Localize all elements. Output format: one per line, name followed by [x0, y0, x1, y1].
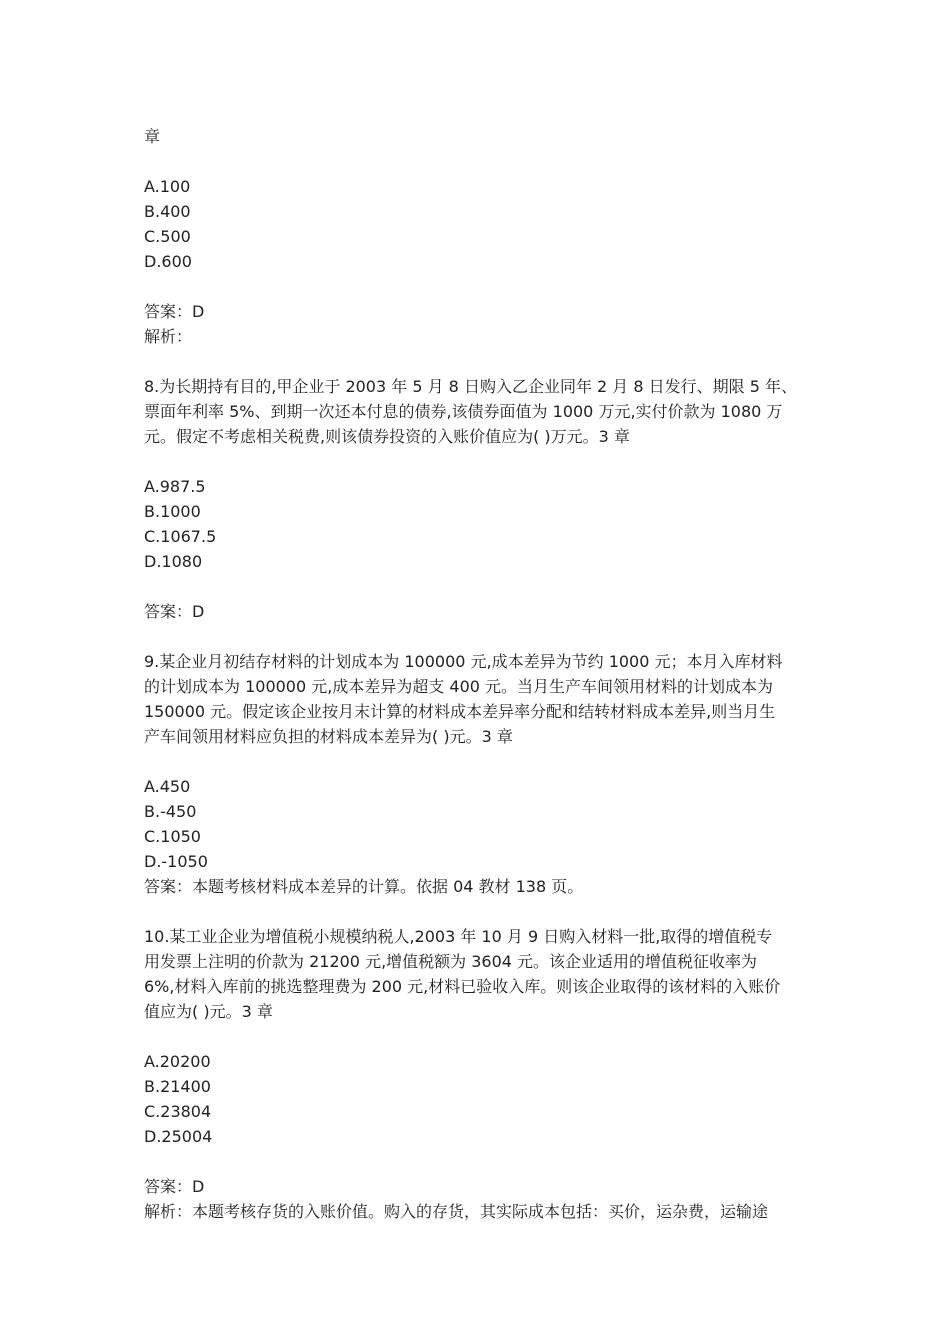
question-line: 值应为( )元。3 章 — [144, 1002, 273, 1021]
option-b: B.21400 — [144, 1077, 211, 1096]
question-line: 9.某企业月初结存材料的计划成本为 100000 元,成本差异为节约 1000 元；本月入库材料 — [144, 652, 783, 671]
question-line: 产车间领用材料应负担的材料成本差异为( )元。3 章 — [144, 727, 513, 746]
question-9-answer: 答案：本题考核材料成本差异的计算。依据 04 教材 138 页。 — [144, 877, 584, 896]
document-content — [144, 124, 810, 1224]
question-10-text — [144, 924, 810, 1024]
question-8-answer: 答案：D — [144, 602, 205, 621]
option-b: B.1000 — [144, 502, 201, 521]
question-line: 8.为长期持有目的,甲企业于 2003 年 5 月 8 日购入乙企业同年 2 月 8 日发行、期限 5 年、 — [144, 377, 798, 396]
question-10-answer: 答案：D — [144, 1177, 205, 1196]
question-10-options — [144, 1049, 810, 1149]
question-line: 的计划成本为 100000 元,成本差异为超支 400 元。当月生产车间领用材料的计划成本为 — [144, 677, 774, 696]
option-c: C.1050 — [144, 827, 201, 846]
question-9-options — [144, 774, 810, 874]
option-a: A.450 — [144, 777, 191, 796]
option-c: C.500 — [144, 227, 191, 246]
option-a: A.20200 — [144, 1052, 211, 1071]
question-7-options — [144, 174, 810, 274]
question-line: 150000 元。假定该企业按月末计算的材料成本差异率分配和结转材料成本差异,则当月生 — [144, 702, 776, 721]
option-d: D.1080 — [144, 552, 203, 571]
option-c: C.23804 — [144, 1102, 212, 1121]
question-line: 元。假定不考虑相关税费,则该债券投资的入账价值应为( )万元。3 章 — [144, 427, 630, 446]
question-line: 6%,材料入库前的挑选整理费为 200 元,材料已验收入库。则该企业取得的该材料的入账价 — [144, 977, 781, 996]
option-a: A.100 — [144, 177, 191, 196]
option-b: B.-450 — [144, 802, 197, 821]
previous-question-tail: 章 — [144, 127, 161, 146]
option-d: D.25004 — [144, 1127, 213, 1146]
question-line: 10.某工业企业为增值税小规模纳税人,2003 年 10 月 9 日购入材料一批,取得的增值税专 — [144, 927, 773, 946]
question-8-options — [144, 474, 810, 574]
option-d: D.600 — [144, 252, 192, 271]
question-line: 票面年利率 5%、到期一次还本付息的债券,该债券面值为 1000 万元,实付价款为 1080 万 — [144, 402, 783, 421]
question-9-text — [144, 649, 810, 749]
question-8-text — [144, 374, 810, 449]
question-7-analysis: 解析： — [144, 327, 193, 346]
option-c: C.1067.5 — [144, 527, 217, 546]
option-d: D.-1050 — [144, 852, 208, 871]
question-7-answer: 答案：D — [144, 302, 205, 321]
question-10-analysis: 解析：本题考核存货的入账价值。购入的存货，其实际成本包括：买价，运杂费，运输途 — [144, 1202, 769, 1221]
option-b: B.400 — [144, 202, 191, 221]
question-line: 用发票上注明的价款为 21200 元,增值税额为 3604 元。该企业适用的增值税征收率为 — [144, 952, 758, 971]
option-a: A.987.5 — [144, 477, 206, 496]
